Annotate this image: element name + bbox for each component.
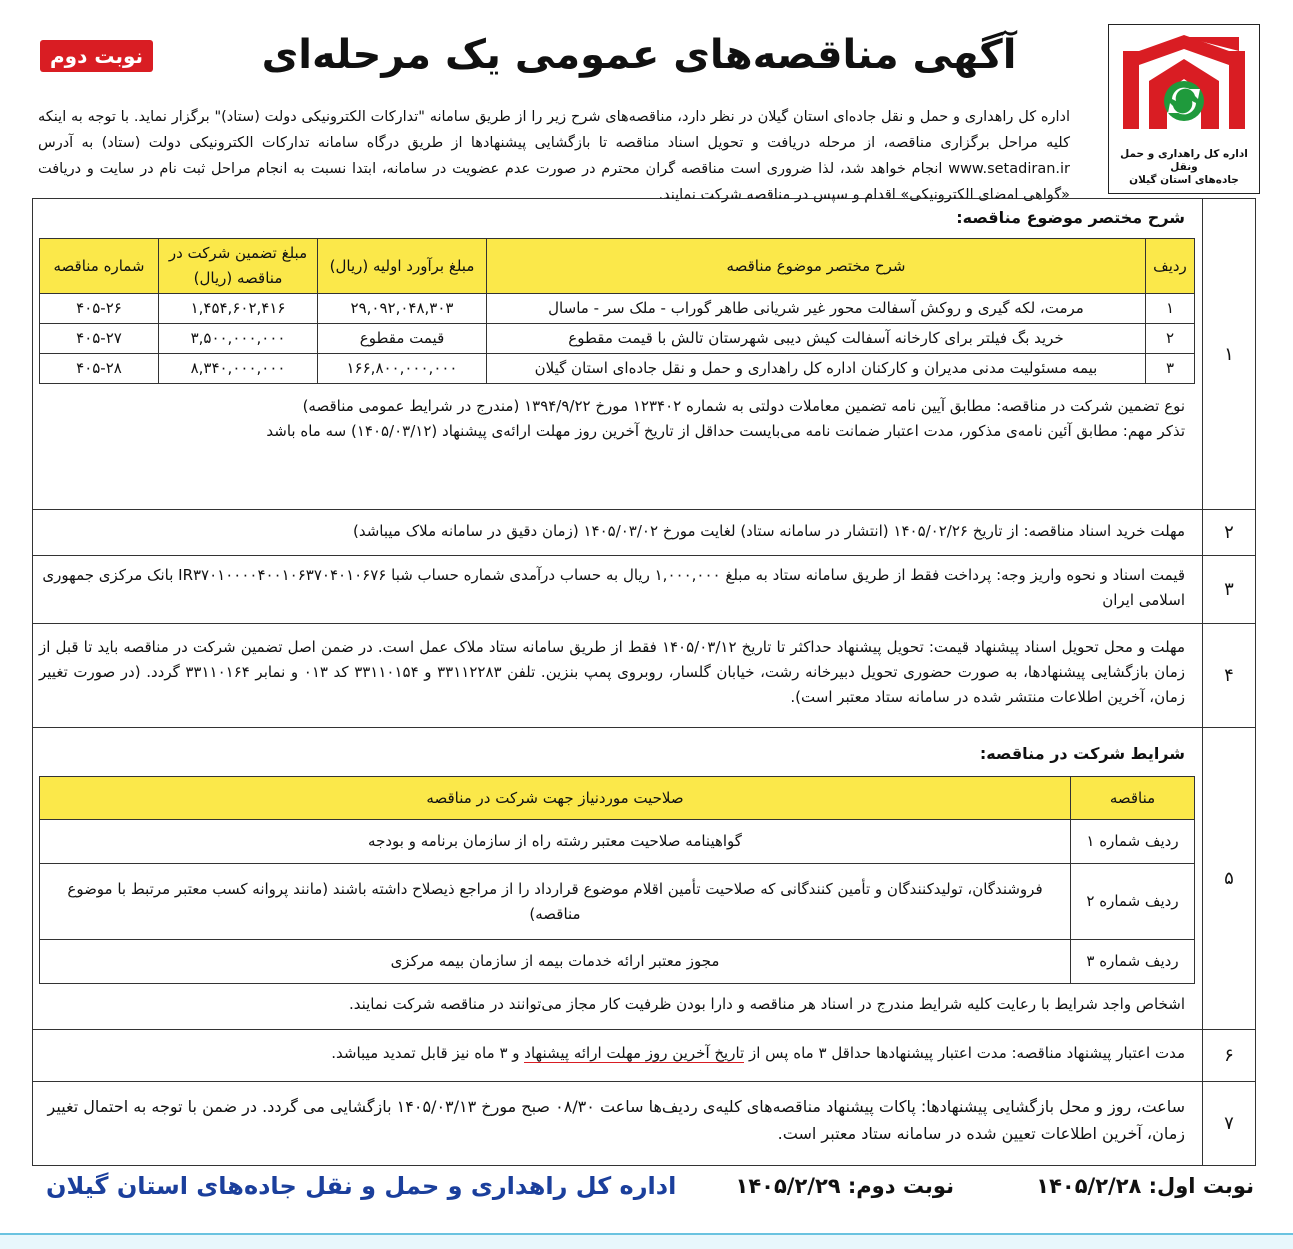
column-header: مبلغ تضمین شرکت در مناقصه (ریال)	[159, 239, 318, 294]
section-number: ۳	[1202, 555, 1255, 623]
row-index: ۲	[1146, 324, 1195, 354]
table-row	[40, 354, 1195, 384]
section-text: قیمت اسناد و نحوه واریز وجه: پرداخت فقط از طریق سامانه ستاد به مبلغ ۱,۰۰۰,۰۰۰ ریال به حساب درآمدی شماره حساب شبا IR۳۷۰۱۰۰۰۰۴۰۰۱۰۶۳۷۰۴۰۱۰۶۷۶ بانک مرکزی جمهوری اسلامی ایران	[42, 566, 1185, 609]
row-index: ۳	[1146, 354, 1195, 384]
row-guarantee: ۸,۳۴۰,۰۰۰,۰۰۰	[159, 354, 318, 384]
first-publication-date: نوبت اول: ۱۴۰۵/۲/۲۸	[1036, 1174, 1254, 1198]
bottom-border-strip	[0, 1233, 1293, 1249]
section-2	[33, 509, 1255, 556]
section-text: مهلت خرید اسناد مناقصه: از تاریخ ۱۴۰۵/۰۲/۲۶ (انتشار در سامانه ستاد) لغایت مورخ ۱۴۰۵/۰۳/۰۲ (زمان دقیق در سامانه ملاک میباشد)	[353, 522, 1185, 540]
section-number: ۶	[1202, 1029, 1255, 1081]
section-text	[39, 1029, 1195, 1081]
section-number: ۴	[1202, 623, 1255, 727]
road-authority-emblem-icon	[1109, 29, 1259, 149]
organization-name: اداره کل راهداری و حمل و نقل جاده‌های استان گیلان	[46, 1172, 677, 1200]
column-header: مبلغ برآورد اولیه (ریال)	[318, 239, 487, 294]
section-3	[33, 555, 1255, 624]
notice-body	[32, 198, 1256, 1166]
section-4	[33, 623, 1255, 728]
intro-paragraph: اداره کل راهداری و حمل و نقل جاده‌ای استان گیلان در نظر دارد، مناقصه‌های شرح زیر را از طریق سامانه "تدارکات الکترونیکی دولت (ستاد)" برگزار نماید. با توجه به اینکه کلیه مراحل برگزاری مناقصه، از مرحله دریافت و تحویل اسناد مناقصه تا بازگشایی پیشنهادها از طریق درگاه سامانه تدارکات الکترونیکی دولت (ستاد) به آدرس www.setadiran.ir انجام خواهد شد، لذا ضروری است مناقصه گران محترم در صورت عدم عضویت در سامانه، ابتدا نسبت به انجام مراحل ثبت نام در سایت و دریافت «گواهی امضای الکترونیکی» اقدام و سپس در مناقصه شرکت نمایند.	[38, 109, 1070, 203]
row-estimate: ۱۶۶,۸۰۰,۰۰۰,۰۰۰	[318, 354, 487, 384]
row-requirement: مجوز معتبر ارائه خدمات بیمه از سازمان بیمه مرکزی	[40, 940, 1071, 984]
table-row	[40, 864, 1195, 940]
important-note: تذکر مهم: مطابق آئین نامه‌ی مذکور، مدت اعتبار ضمانت نامه می‌بایست حداقل از تاریخ آخرین روز مهلت ارائه‌ی پیشنهاد (۱۴۰۵/۰۳/۱۲) سه ماه باشد	[266, 422, 1185, 440]
section-number: ۱	[1202, 199, 1255, 509]
row-label: ردیف شماره ۳	[1071, 940, 1195, 984]
validity-text-start: مدت اعتبار پیشنهاد مناقصه: مدت اعتبار پیشنهادها حداقل ۳ ماه پس از	[744, 1044, 1185, 1062]
row-requirement: فروشندگان، تولیدکنندگان و تأمین کنندگانی که صلاحیت تأمین اقلام موضوع قرارداد را از مراجع ذیصلاح داشته باشند (مانند پروانه کسب معتبر مرتبط با موضوع مناقصه)	[40, 864, 1071, 940]
section-5	[33, 727, 1255, 1030]
column-header: مناقصه	[1071, 777, 1195, 820]
tender-notice	[28, 14, 1260, 1224]
column-header: صلاحیت موردنیاز جهت شرکت در مناقصه	[40, 777, 1071, 820]
notice-title: آگهی مناقصه‌های عمومی یک مرحله‌ای	[261, 32, 1017, 78]
row-estimate: ۲۹,۰۹۲,۰۴۸,۳۰۳	[318, 294, 487, 324]
section-number: ۵	[1202, 727, 1255, 1029]
second-round-badge: نوبت دوم	[40, 40, 153, 72]
row-label: ردیف شماره ۲	[1071, 864, 1195, 940]
section-text: مهلت و محل تحویل اسناد پیشنهاد قیمت: تحویل پیشنهاد حداکثر تا تاریخ ۱۴۰۵/۰۳/۱۲ فقط از طریق سامانه ستاد ملاک عمل است. در ضمن اصل تضمین شرکت در مناقصه باید تا قبل از زمان بازگشایی پیشنهادها، به صورت حضوری تحویل دبیرخانه رشت، خیابان گلسار، روبروی پمپ بنزین. تلفن ۳۳۱۱۲۲۸۳ و ۳۳۱۱۰۱۵۴ کد ۰۱۳ و نمابر ۳۳۱۱۰۱۶۴ گردد. (در صورت تغییر زمان، آخرین اطلاعات منتشر شده در سامانه ستاد معتبر است).	[39, 638, 1186, 706]
notice-footer	[38, 1174, 1254, 1210]
section-7	[33, 1081, 1255, 1165]
guarantee-type-note: نوع تضمین شرکت در مناقصه: مطابق آیین نامه تضمین معاملات دولتی به شماره ۱۲۳۴۰۲ مورخ ۱۳۹۴/۹/۲۲ (مندرج در شرایط عمومی مناقصه)	[302, 397, 1185, 415]
validity-text-end: و ۳ ماه نیز قابل تمدید میباشد.	[331, 1044, 525, 1062]
section-number: ۲	[1202, 509, 1255, 555]
row-estimate: قیمت مقطوع	[318, 324, 487, 354]
table-row	[40, 940, 1195, 984]
eligibility-note: اشخاص واجد شرایط با رعایت کلیه شرایط مندرج در اسناد هر مناقصه و دارا بودن ظرفیت کار مجاز می‌توانند در مناقصه شرکت نمایند.	[348, 995, 1185, 1013]
qualification-table	[39, 776, 1195, 984]
row-index: ۱	[1146, 294, 1195, 324]
row-tender-number: ۴۰۵-۲۶	[40, 294, 159, 324]
tender-items-table	[39, 238, 1195, 384]
notice-header	[28, 14, 1260, 203]
table-row	[40, 324, 1195, 354]
table-row	[40, 820, 1195, 864]
row-tender-number: ۴۰۵-۲۸	[40, 354, 159, 384]
section-1	[33, 199, 1255, 510]
row-requirement: گواهینامه صلاحیت معتبر رشته راه از سازمان برنامه و بودجه	[40, 820, 1071, 864]
second-publication-date: نوبت دوم: ۱۴۰۵/۲/۲۹	[735, 1174, 954, 1198]
row-tender-number: ۴۰۵-۲۷	[40, 324, 159, 354]
validity-text-highlight: تاریخ آخرین روز مهلت ارائه پیشنهاد	[524, 1044, 745, 1062]
row-label: ردیف شماره ۱	[1071, 820, 1195, 864]
row-guarantee: ۳,۵۰۰,۰۰۰,۰۰۰	[159, 324, 318, 354]
organization-logo	[1108, 24, 1260, 194]
logo-caption-line-2: جاده‌های استان گیلان	[1129, 174, 1239, 186]
section-text: ساعت، روز و محل بازگشایی پیشنهادها: پاکات پیشنهاد مناقصه‌های کلیه‌ی ردیف‌ها ساعت ۰۸/۳۰ صبح مورخ ۱۴۰۵/۰۳/۱۳ بازگشایی می گردد. در ضمن با توجه به احتمال تغییر زمان، آخرین اطلاعات تعیین شده در سامانه ستاد معتبر است.	[47, 1097, 1185, 1143]
section-heading: شرایط شرکت در مناقصه:	[979, 744, 1185, 763]
column-header: شرح مختصر موضوع مناقصه	[487, 239, 1146, 294]
row-guarantee: ۱,۴۵۴,۶۰۲,۴۱۶	[159, 294, 318, 324]
row-description: مرمت، لکه گیری و روکش آسفالت محور غیر شریانی طاهر گوراب - ملک سر - ماسال	[487, 294, 1146, 324]
column-header: شماره مناقصه	[40, 239, 159, 294]
row-description: خرید بگ فیلتر برای کارخانه آسفالت کیش دیبی شهرستان تالش با قیمت مقطوع	[487, 324, 1146, 354]
section-heading: شرح مختصر موضوع مناقصه:	[956, 208, 1185, 227]
section-number: ۷	[1202, 1081, 1255, 1165]
logo-caption-line-1: اداره کل راهداری و حمل ونقل	[1120, 148, 1248, 173]
table-row	[40, 294, 1195, 324]
row-description: بیمه مسئولیت مدنی مدیران و کارکنان اداره کل راهداری و حمل و نقل جاده‌ای استان گیلان	[487, 354, 1146, 384]
section-6	[33, 1029, 1255, 1082]
column-header: ردیف	[1146, 239, 1195, 294]
